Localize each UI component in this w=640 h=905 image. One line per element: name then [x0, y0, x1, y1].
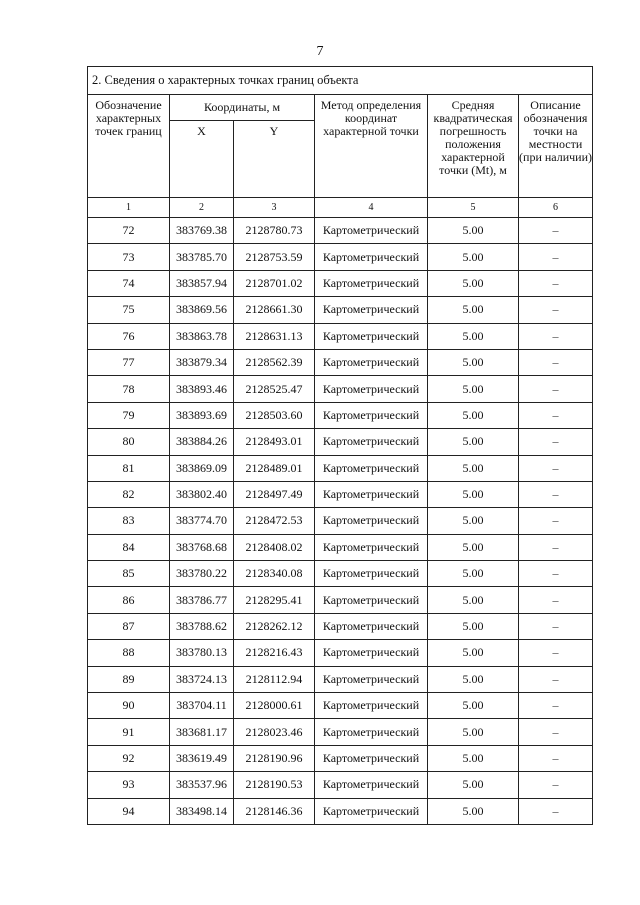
cell-y: 2128023.46 — [234, 719, 315, 745]
cell-method: Картометрический — [315, 429, 428, 455]
cell-point: 78 — [88, 376, 170, 402]
cell-x: 383619.49 — [170, 745, 234, 771]
cell-y: 2128146.36 — [234, 798, 315, 824]
cell-y: 2128190.96 — [234, 745, 315, 771]
cell-method: Картометрический — [315, 613, 428, 639]
cell-error: 5.00 — [428, 640, 519, 666]
cell-method: Картометрический — [315, 693, 428, 719]
column-number: 5 — [428, 198, 519, 218]
cell-x: 383780.22 — [170, 561, 234, 587]
cell-point: 73 — [88, 244, 170, 270]
header-point: Обозначение характерных точек границ — [88, 95, 170, 198]
cell-method: Картометрический — [315, 323, 428, 349]
cell-y: 2128753.59 — [234, 244, 315, 270]
cell-description: – — [519, 719, 593, 745]
cell-y: 2128525.47 — [234, 376, 315, 402]
cell-x: 383724.13 — [170, 666, 234, 692]
table-row — [88, 402, 593, 428]
cell-error: 5.00 — [428, 587, 519, 613]
cell-point: 76 — [88, 323, 170, 349]
column-number: 6 — [519, 198, 593, 218]
cell-y: 2128701.02 — [234, 270, 315, 296]
cell-x: 383788.62 — [170, 613, 234, 639]
column-number: 3 — [234, 198, 315, 218]
cell-y: 2128493.01 — [234, 429, 315, 455]
cell-description: – — [519, 402, 593, 428]
cell-point: 81 — [88, 455, 170, 481]
header-x: X — [170, 120, 234, 197]
cell-error: 5.00 — [428, 745, 519, 771]
cell-x: 383780.13 — [170, 640, 234, 666]
cell-point: 94 — [88, 798, 170, 824]
cell-method: Картометрический — [315, 798, 428, 824]
cell-description: – — [519, 323, 593, 349]
cell-method: Картометрический — [315, 587, 428, 613]
cell-description: – — [519, 534, 593, 560]
cell-error: 5.00 — [428, 613, 519, 639]
cell-point: 79 — [88, 402, 170, 428]
cell-y: 2128262.12 — [234, 613, 315, 639]
header-method: Метод определения координат характерной точки — [315, 95, 428, 198]
cell-y: 2128631.13 — [234, 323, 315, 349]
cell-x: 383768.68 — [170, 534, 234, 560]
cell-error: 5.00 — [428, 323, 519, 349]
cell-error: 5.00 — [428, 666, 519, 692]
table-row — [88, 297, 593, 323]
section-title: 2. Сведения о характерных точках границ объекта — [88, 67, 593, 95]
cell-error: 5.00 — [428, 376, 519, 402]
table-row — [88, 508, 593, 534]
cell-method: Картометрический — [315, 402, 428, 428]
cell-y: 2128295.41 — [234, 587, 315, 613]
cell-point: 89 — [88, 666, 170, 692]
cell-x: 383498.14 — [170, 798, 234, 824]
cell-error: 5.00 — [428, 270, 519, 296]
cell-error: 5.00 — [428, 534, 519, 560]
cell-x: 383785.70 — [170, 244, 234, 270]
cell-y: 2128112.94 — [234, 666, 315, 692]
table-row — [88, 429, 593, 455]
cell-point: 88 — [88, 640, 170, 666]
table-row — [88, 640, 593, 666]
cell-x: 383769.38 — [170, 218, 234, 244]
cell-error: 5.00 — [428, 508, 519, 534]
cell-method: Картометрический — [315, 772, 428, 798]
cell-x: 383704.11 — [170, 693, 234, 719]
cell-method: Картометрический — [315, 561, 428, 587]
cell-error: 5.00 — [428, 402, 519, 428]
table-row — [88, 270, 593, 296]
table-row — [88, 666, 593, 692]
cell-error: 5.00 — [428, 481, 519, 507]
cell-error: 5.00 — [428, 798, 519, 824]
cell-method: Картометрический — [315, 666, 428, 692]
cell-point: 75 — [88, 297, 170, 323]
header-coordinates: Координаты, м — [170, 95, 315, 121]
cell-x: 383774.70 — [170, 508, 234, 534]
column-number: 1 — [88, 198, 170, 218]
cell-description: – — [519, 745, 593, 771]
cell-x: 383893.69 — [170, 402, 234, 428]
cell-x: 383802.40 — [170, 481, 234, 507]
cell-y: 2128497.49 — [234, 481, 315, 507]
cell-error: 5.00 — [428, 455, 519, 481]
cell-description: – — [519, 297, 593, 323]
table-row — [88, 218, 593, 244]
cell-point: 77 — [88, 349, 170, 375]
cell-method: Картометрический — [315, 745, 428, 771]
cell-y: 2128661.30 — [234, 297, 315, 323]
cell-x: 383869.56 — [170, 297, 234, 323]
page-number: 7 — [316, 44, 324, 59]
cell-description: – — [519, 455, 593, 481]
cell-y: 2128562.39 — [234, 349, 315, 375]
table-row — [88, 693, 593, 719]
cell-y: 2128472.53 — [234, 508, 315, 534]
cell-method: Картометрический — [315, 244, 428, 270]
cell-method: Картометрический — [315, 640, 428, 666]
cell-x: 383786.77 — [170, 587, 234, 613]
cell-description: – — [519, 429, 593, 455]
cell-error: 5.00 — [428, 297, 519, 323]
cell-error: 5.00 — [428, 693, 519, 719]
cell-method: Картометрический — [315, 508, 428, 534]
column-number: 4 — [315, 198, 428, 218]
table-row — [88, 561, 593, 587]
cell-description: – — [519, 270, 593, 296]
cell-y: 2128340.08 — [234, 561, 315, 587]
cell-point: 83 — [88, 508, 170, 534]
cell-method: Картометрический — [315, 349, 428, 375]
cell-point: 72 — [88, 218, 170, 244]
cell-description: – — [519, 376, 593, 402]
cell-description: – — [519, 218, 593, 244]
cell-y: 2128216.43 — [234, 640, 315, 666]
cell-error: 5.00 — [428, 429, 519, 455]
header-description: Описание обозначения точки на местности (при наличии) — [519, 95, 593, 198]
cell-y: 2128408.02 — [234, 534, 315, 560]
cell-x: 383879.34 — [170, 349, 234, 375]
cell-error: 5.00 — [428, 719, 519, 745]
cell-method: Картометрический — [315, 297, 428, 323]
cell-x: 383537.96 — [170, 772, 234, 798]
cell-method: Картометрический — [315, 376, 428, 402]
cell-error: 5.00 — [428, 218, 519, 244]
table-row — [88, 613, 593, 639]
cell-y: 2128780.73 — [234, 218, 315, 244]
table-row — [88, 798, 593, 824]
cell-description: – — [519, 798, 593, 824]
cell-x: 383869.09 — [170, 455, 234, 481]
cell-point: 92 — [88, 745, 170, 771]
cell-description: – — [519, 561, 593, 587]
coordinates-table — [87, 66, 593, 825]
table-row — [88, 534, 593, 560]
cell-point: 87 — [88, 613, 170, 639]
cell-y: 2128000.61 — [234, 693, 315, 719]
cell-error: 5.00 — [428, 349, 519, 375]
table-row — [88, 244, 593, 270]
cell-description: – — [519, 666, 593, 692]
cell-point: 86 — [88, 587, 170, 613]
cell-description: – — [519, 613, 593, 639]
cell-method: Картометрический — [315, 719, 428, 745]
table-row — [88, 587, 593, 613]
cell-description: – — [519, 693, 593, 719]
header-error: Средняя квадратическая погрешность положения характерной точки (Mt), м — [428, 95, 519, 198]
cell-description: – — [519, 349, 593, 375]
cell-description: – — [519, 244, 593, 270]
cell-x: 383893.46 — [170, 376, 234, 402]
cell-y: 2128503.60 — [234, 402, 315, 428]
cell-method: Картометрический — [315, 534, 428, 560]
cell-method: Картометрический — [315, 481, 428, 507]
table-row — [88, 376, 593, 402]
cell-x: 383863.78 — [170, 323, 234, 349]
cell-method: Картометрический — [315, 455, 428, 481]
cell-x: 383884.26 — [170, 429, 234, 455]
cell-description: – — [519, 508, 593, 534]
table-row — [88, 455, 593, 481]
table-row — [88, 719, 593, 745]
cell-method: Картометрический — [315, 218, 428, 244]
table-row — [88, 772, 593, 798]
cell-y: 2128489.01 — [234, 455, 315, 481]
cell-error: 5.00 — [428, 244, 519, 270]
cell-description: – — [519, 640, 593, 666]
cell-point: 91 — [88, 719, 170, 745]
cell-error: 5.00 — [428, 561, 519, 587]
cell-point: 93 — [88, 772, 170, 798]
table-row — [88, 481, 593, 507]
cell-point: 85 — [88, 561, 170, 587]
cell-error: 5.00 — [428, 772, 519, 798]
table-row — [88, 349, 593, 375]
cell-description: – — [519, 481, 593, 507]
table-row — [88, 745, 593, 771]
column-number: 2 — [170, 198, 234, 218]
table-row — [88, 323, 593, 349]
cell-point: 74 — [88, 270, 170, 296]
header-y: Y — [234, 120, 315, 197]
cell-x: 383681.17 — [170, 719, 234, 745]
cell-y: 2128190.53 — [234, 772, 315, 798]
cell-description: – — [519, 772, 593, 798]
cell-x: 383857.94 — [170, 270, 234, 296]
cell-description: – — [519, 587, 593, 613]
cell-method: Картометрический — [315, 270, 428, 296]
cell-point: 84 — [88, 534, 170, 560]
cell-point: 90 — [88, 693, 170, 719]
cell-point: 82 — [88, 481, 170, 507]
cell-point: 80 — [88, 429, 170, 455]
